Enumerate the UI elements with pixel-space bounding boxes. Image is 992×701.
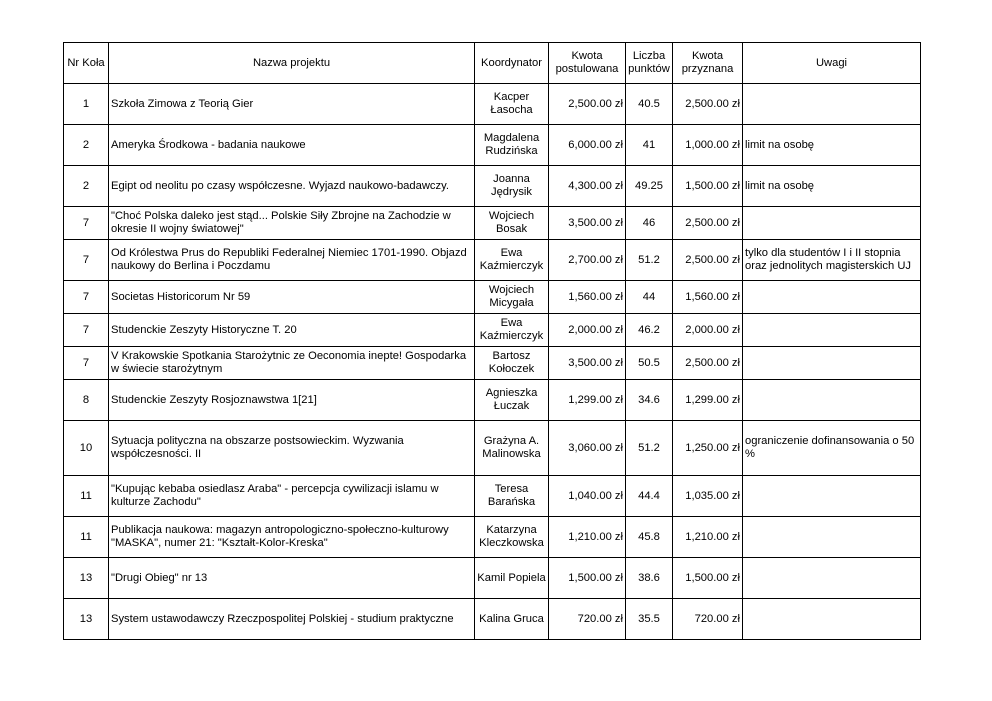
cell-nr: 11 xyxy=(64,476,109,517)
cell-nr: 2 xyxy=(64,125,109,166)
cell-kwota-postulowana: 3,500.00 zł xyxy=(549,207,626,240)
cell-kwota-przyznana: 1,500.00 zł xyxy=(673,166,743,207)
header-kwota-postulowana: Kwota postulowana xyxy=(549,43,626,84)
cell-kwota-postulowana: 1,040.00 zł xyxy=(549,476,626,517)
cell-nr: 2 xyxy=(64,166,109,207)
table-row xyxy=(64,558,921,599)
table-row xyxy=(64,314,921,347)
header-nazwa: Nazwa projektu xyxy=(109,43,475,84)
header-uwagi: Uwagi xyxy=(743,43,921,84)
cell-kwota-przyznana: 720.00 zł xyxy=(673,599,743,640)
cell-kwota-przyznana: 1,000.00 zł xyxy=(673,125,743,166)
cell-kwota-postulowana: 720.00 zł xyxy=(549,599,626,640)
header-koordynator: Koordynator xyxy=(475,43,549,84)
cell-liczba-punktow: 40.5 xyxy=(626,84,673,125)
cell-nr: 1 xyxy=(64,84,109,125)
table-row xyxy=(64,84,921,125)
cell-nazwa: "Drugi Obieg" nr 13 xyxy=(109,558,475,599)
cell-liczba-punktow: 35.5 xyxy=(626,599,673,640)
cell-nazwa: Ameryka Środkowa - badania naukowe xyxy=(109,125,475,166)
cell-uwagi xyxy=(743,281,921,314)
cell-nr: 13 xyxy=(64,558,109,599)
cell-nazwa: Studenckie Zeszyty Historyczne T. 20 xyxy=(109,314,475,347)
header-row xyxy=(64,43,921,84)
cell-koordynator: Kacper Łasocha xyxy=(475,84,549,125)
cell-uwagi xyxy=(743,558,921,599)
cell-nazwa: Studenckie Zeszyty Rosjoznawstwa 1[21] xyxy=(109,380,475,421)
cell-liczba-punktow: 46 xyxy=(626,207,673,240)
cell-koordynator: Kalina Gruca xyxy=(475,599,549,640)
cell-koordynator: Kamil Popiela xyxy=(475,558,549,599)
cell-liczba-punktow: 38.6 xyxy=(626,558,673,599)
cell-liczba-punktow: 50.5 xyxy=(626,347,673,380)
table-row xyxy=(64,281,921,314)
cell-kwota-przyznana: 1,035.00 zł xyxy=(673,476,743,517)
cell-liczba-punktow: 46.2 xyxy=(626,314,673,347)
cell-kwota-postulowana: 3,500.00 zł xyxy=(549,347,626,380)
cell-koordynator: Wojciech Micygała xyxy=(475,281,549,314)
cell-liczba-punktow: 51.2 xyxy=(626,421,673,476)
cell-koordynator: Ewa Kaźmierczyk xyxy=(475,240,549,281)
cell-nr: 8 xyxy=(64,380,109,421)
cell-uwagi: ograniczenie dofinansowania o 50 % xyxy=(743,421,921,476)
cell-liczba-punktow: 45.8 xyxy=(626,517,673,558)
cell-kwota-postulowana: 2,000.00 zł xyxy=(549,314,626,347)
table-row xyxy=(64,166,921,207)
cell-liczba-punktow: 51.2 xyxy=(626,240,673,281)
cell-uwagi xyxy=(743,207,921,240)
table-row xyxy=(64,207,921,240)
cell-kwota-przyznana: 2,500.00 zł xyxy=(673,240,743,281)
cell-uwagi xyxy=(743,599,921,640)
cell-liczba-punktow: 41 xyxy=(626,125,673,166)
cell-nazwa: Szkoła Zimowa z Teorią Gier xyxy=(109,84,475,125)
cell-kwota-przyznana: 1,250.00 zł xyxy=(673,421,743,476)
cell-koordynator: Katarzyna Kleczkowska xyxy=(475,517,549,558)
cell-kwota-postulowana: 2,700.00 zł xyxy=(549,240,626,281)
cell-nr: 10 xyxy=(64,421,109,476)
table-row xyxy=(64,517,921,558)
cell-kwota-postulowana: 1,299.00 zł xyxy=(549,380,626,421)
table-row xyxy=(64,240,921,281)
cell-nazwa: "Choć Polska daleko jest stąd... Polskie Siły Zbrojne na Zachodzie w okresie II wojny światowej" xyxy=(109,207,475,240)
table-row xyxy=(64,347,921,380)
cell-uwagi xyxy=(743,476,921,517)
cell-kwota-przyznana: 2,500.00 zł xyxy=(673,347,743,380)
header-liczba-punktow: Liczba punktów xyxy=(626,43,673,84)
cell-koordynator: Wojciech Bosak xyxy=(475,207,549,240)
cell-nazwa: V Krakowskie Spotkania Starożytnic ze Oeconomia inepte! Gospodarka w świecie starożytnym xyxy=(109,347,475,380)
cell-uwagi xyxy=(743,84,921,125)
cell-nazwa: Egipt od neolitu po czasy współczesne. Wyjazd naukowo-badawczy. xyxy=(109,166,475,207)
cell-koordynator: Agnieszka Łuczak xyxy=(475,380,549,421)
cell-kwota-przyznana: 1,299.00 zł xyxy=(673,380,743,421)
cell-koordynator: Magdalena Rudzińska xyxy=(475,125,549,166)
cell-kwota-przyznana: 1,210.00 zł xyxy=(673,517,743,558)
cell-kwota-postulowana: 1,500.00 zł xyxy=(549,558,626,599)
cell-koordynator: Bartosz Kołoczek xyxy=(475,347,549,380)
table-row xyxy=(64,421,921,476)
cell-nr: 7 xyxy=(64,347,109,380)
cell-kwota-postulowana: 3,060.00 zł xyxy=(549,421,626,476)
cell-nr: 7 xyxy=(64,207,109,240)
cell-koordynator: Ewa Kaźmierczyk xyxy=(475,314,549,347)
table-body xyxy=(64,84,921,640)
cell-liczba-punktow: 44 xyxy=(626,281,673,314)
table-row xyxy=(64,380,921,421)
cell-kwota-postulowana: 6,000.00 zł xyxy=(549,125,626,166)
header-kwota-przyznana: Kwota przyznana xyxy=(673,43,743,84)
cell-uwagi: limit na osobę xyxy=(743,166,921,207)
table-row xyxy=(64,476,921,517)
cell-kwota-przyznana: 1,500.00 zł xyxy=(673,558,743,599)
cell-uwagi xyxy=(743,517,921,558)
cell-uwagi xyxy=(743,347,921,380)
cell-kwota-przyznana: 2,500.00 zł xyxy=(673,207,743,240)
cell-uwagi: tylko dla studentów I i II stopnia oraz jednolitych magisterskich UJ xyxy=(743,240,921,281)
cell-liczba-punktow: 34.6 xyxy=(626,380,673,421)
cell-kwota-przyznana: 1,560.00 zł xyxy=(673,281,743,314)
cell-nr: 7 xyxy=(64,281,109,314)
cell-koordynator: Joanna Jędrysik xyxy=(475,166,549,207)
cell-uwagi: limit na osobę xyxy=(743,125,921,166)
cell-nazwa: "Kupując kebaba osiedlasz Araba" - percepcja cywilizacji islamu w kulturze Zachodu" xyxy=(109,476,475,517)
projects-table xyxy=(63,42,921,640)
table-row xyxy=(64,599,921,640)
header-nr: Nr Koła xyxy=(64,43,109,84)
cell-nr: 7 xyxy=(64,314,109,347)
cell-koordynator: Grażyna A. Malinowska xyxy=(475,421,549,476)
cell-nr: 7 xyxy=(64,240,109,281)
cell-kwota-postulowana: 2,500.00 zł xyxy=(549,84,626,125)
cell-uwagi xyxy=(743,314,921,347)
cell-kwota-przyznana: 2,500.00 zł xyxy=(673,84,743,125)
cell-nr: 13 xyxy=(64,599,109,640)
cell-liczba-punktow: 44.4 xyxy=(626,476,673,517)
cell-kwota-postulowana: 4,300.00 zł xyxy=(549,166,626,207)
cell-nazwa: Societas Historicorum Nr 59 xyxy=(109,281,475,314)
cell-liczba-punktow: 49.25 xyxy=(626,166,673,207)
cell-kwota-postulowana: 1,210.00 zł xyxy=(549,517,626,558)
table-row xyxy=(64,125,921,166)
cell-nazwa: Od Królestwa Prus do Republiki Federalnej Niemiec 1701-1990. Objazd naukowy do Berlina i Poczdamu xyxy=(109,240,475,281)
cell-nr: 11 xyxy=(64,517,109,558)
cell-nazwa: Sytuacja polityczna na obszarze postsowieckim. Wyzwania współczesności. II xyxy=(109,421,475,476)
cell-nazwa: System ustawodawczy Rzeczpospolitej Polskiej - studium praktyczne xyxy=(109,599,475,640)
cell-uwagi xyxy=(743,380,921,421)
cell-nazwa: Publikacja naukowa: magazyn antropologiczno-społeczno-kulturowy "MASKA", numer 21: "Kształt-Kolor-Kreska" xyxy=(109,517,475,558)
cell-kwota-przyznana: 2,000.00 zł xyxy=(673,314,743,347)
cell-kwota-postulowana: 1,560.00 zł xyxy=(549,281,626,314)
cell-koordynator: Teresa Barańska xyxy=(475,476,549,517)
